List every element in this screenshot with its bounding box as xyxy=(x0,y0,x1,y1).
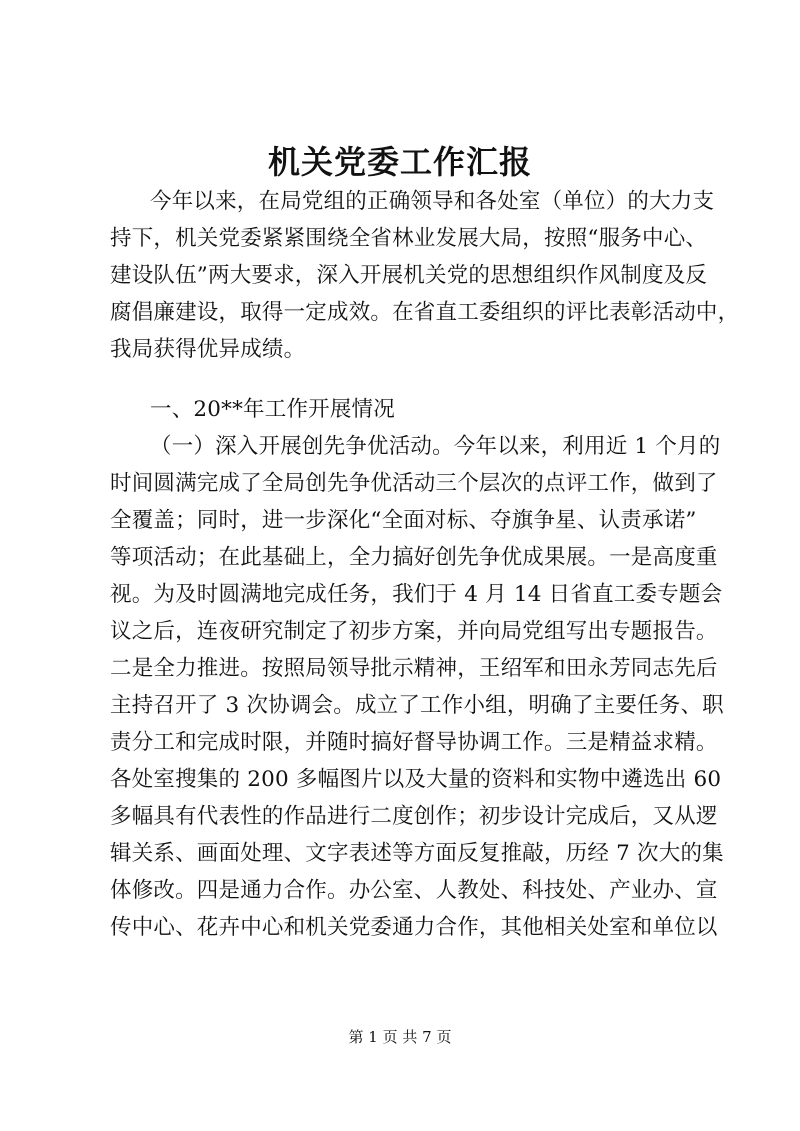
body-line: 视。为及时圆满地完成任务，我们于 4 月 14 日省直工委专题会 xyxy=(110,582,723,607)
body-line: 我局获得优异成绩。 xyxy=(110,337,306,362)
body-line: 多幅具有代表性的作品进行二度创作；初步设计完成后，又从逻 xyxy=(110,804,718,829)
body-line: 时间圆满完成了全局创先争优活动三个层次的点评工作，做到了 xyxy=(110,471,718,496)
body-line: 传中心、花卉中心和机关党委通力合作，其他相关处室和单位以 xyxy=(110,915,718,940)
body-line: 主持召开了 3 次协调会。成立了工作小组，明确了主要任务、职 xyxy=(110,693,724,718)
body-line: 二是全力推进。按照局领导批示精神，王绍军和田永芳同志先后 xyxy=(110,656,718,681)
body-line: 体修改。四是通力合作。办公室、人教处、科技处、产业办、宣 xyxy=(110,878,718,903)
body-line: 持下，机关党委紧紧围绕全省林业发展大局，按照“服务中心、 xyxy=(110,226,708,251)
body-line: 建设队伍”两大要求，深入开展机关党的思想组织作风制度及反 xyxy=(110,263,708,288)
body-line: 今年以来，在局党组的正确领导和各处室（单位）的大力支 xyxy=(150,189,715,214)
document-title: 机关党委工作汇报 xyxy=(267,143,532,181)
body-line: 辑关系、画面处理、文字表述等方面反复推敲，历经 7 次大的集 xyxy=(110,841,724,866)
body-line: 等项活动；在此基础上，全力搞好创先争优成果展。一是高度重 xyxy=(110,545,718,570)
body-line: 腐倡廉建设，取得一定成效。在省直工委组织的评比表彰活动中， xyxy=(110,300,740,325)
body-line: （一）深入开展创先争优活动。今年以来，利用近 1 个月的 xyxy=(150,434,721,459)
body-line: 全覆盖；同时，进一步深化“全面对标、夺旗争星、认责承诺” xyxy=(110,508,697,533)
body-line: 责分工和完成时限，并随时搞好督导协调工作。三是精益求精。 xyxy=(110,730,718,755)
page-number: 第 1 页 共 7 页 xyxy=(348,1028,452,1046)
body-line: 各处室搜集的 200 多幅图片以及大量的资料和实物中遴选出 60 xyxy=(110,767,722,792)
body-line: 议之后，连夜研究制定了初步方案，并向局党组写出专题报告。 xyxy=(110,619,718,644)
section-heading: 一、20**年工作开展情况 xyxy=(150,397,395,422)
